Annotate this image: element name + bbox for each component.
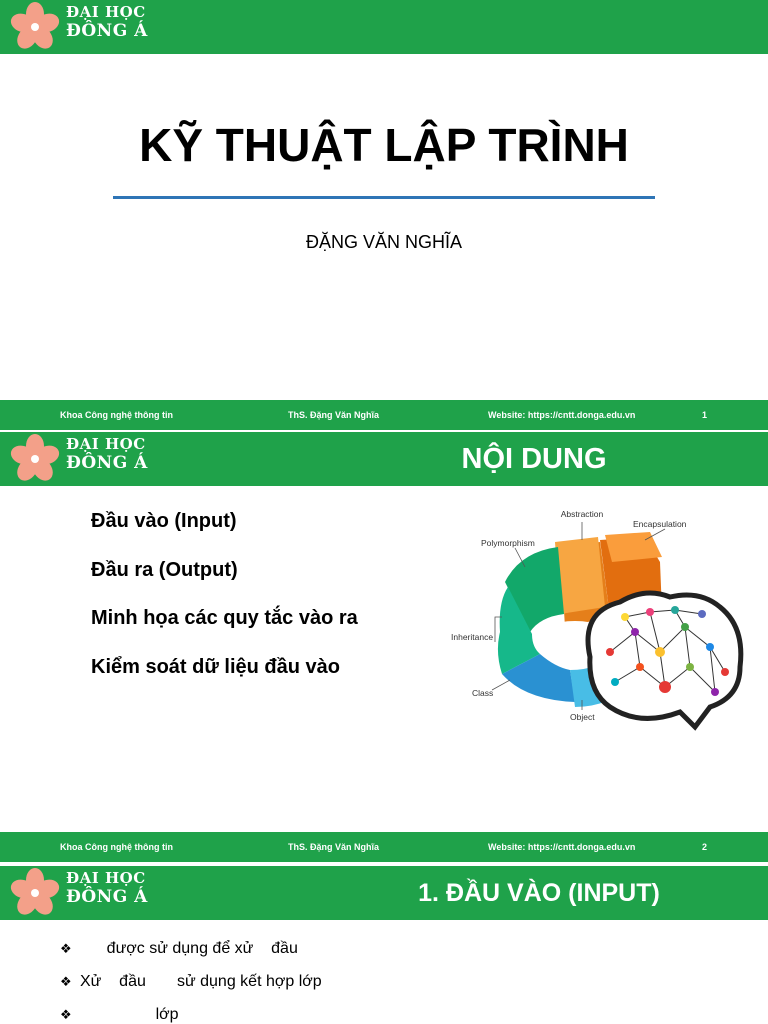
diamond-bullet-icon: ❖ <box>60 941 72 956</box>
footer-website[interactable]: Website: https://cntt.donga.edu.vn <box>488 842 636 852</box>
slide-1 <box>0 0 768 432</box>
logo-name-line2: ĐÔNG Á <box>66 21 148 41</box>
slide-footer <box>0 832 768 862</box>
list-item: Kiểm soát dữ liệu đầu vào <box>91 655 340 678</box>
label-encapsulation: Encapsulation <box>633 519 687 529</box>
footer-department: Khoa Công nghệ thông tin <box>60 842 173 852</box>
list-item <box>60 973 322 1006</box>
university-logo <box>8 868 168 918</box>
slide-header <box>0 0 768 54</box>
logo-name-line1: ĐẠI HỌC <box>66 435 146 453</box>
list-item: Minh họa các quy tắc vào ra <box>91 607 358 629</box>
university-logo <box>8 2 168 52</box>
title-divider <box>113 196 655 199</box>
list-item: Đầu vào (Input) <box>91 510 237 532</box>
footer-author: ThS. Đặng Văn Nghĩa <box>288 842 380 852</box>
footer-author: ThS. Đặng Văn Nghĩa <box>288 410 380 420</box>
university-logo <box>8 434 168 484</box>
label-abstraction: Abstraction <box>560 509 604 519</box>
slide-heading: 1. ĐẦU VÀO (INPUT) <box>418 879 660 907</box>
slide-2 <box>0 432 768 866</box>
footer-page-number: 2 <box>702 842 708 852</box>
slide-header <box>0 866 768 920</box>
logo-name-line1: ĐẠI HỌC <box>66 869 146 887</box>
bullet-text: lớp <box>80 1006 179 1023</box>
flower-logo-icon <box>8 434 62 484</box>
label-inheritance: Inheritance <box>451 632 494 642</box>
flower-logo-icon <box>8 868 62 918</box>
oop-concepts-diagram <box>440 502 750 732</box>
label-class: Class <box>472 688 494 698</box>
footer-page-number: 1 <box>702 410 708 420</box>
slide-3 <box>0 866 768 1024</box>
slide-heading: NỘI DUNG <box>461 443 607 475</box>
flower-logo-icon <box>8 2 62 52</box>
bullet-list <box>60 940 322 1024</box>
lecturer-name: ĐẶNG VĂN NGHĨA <box>305 232 463 252</box>
course-title: KỸ THUẬT LẬP TRÌNH <box>139 119 629 171</box>
label-polymorphism: Polymorphism <box>481 538 535 548</box>
list-item <box>60 1006 322 1024</box>
list-item <box>60 940 322 973</box>
list-item: Đầu ra (Output) <box>91 558 238 581</box>
logo-name-line2: ĐÔNG Á <box>66 887 148 907</box>
bullet-text: được sử dụng để xử đầu <box>80 940 298 957</box>
logo-name-line1: ĐẠI HỌC <box>66 3 146 21</box>
brain-network-illustration <box>588 593 741 727</box>
slide-footer <box>0 400 768 430</box>
bullet-text: Xử đầu sử dụng kết hợp lớp <box>80 973 322 990</box>
diamond-bullet-icon: ❖ <box>60 1007 72 1022</box>
footer-department: Khoa Công nghệ thông tin <box>60 410 173 420</box>
logo-name-line2: ĐÔNG Á <box>66 453 148 473</box>
label-object: Object <box>570 712 595 722</box>
diamond-bullet-icon: ❖ <box>60 974 72 989</box>
contents-list <box>91 510 358 704</box>
slide-header <box>0 432 768 486</box>
footer-website[interactable]: Website: https://cntt.donga.edu.vn <box>488 410 636 420</box>
